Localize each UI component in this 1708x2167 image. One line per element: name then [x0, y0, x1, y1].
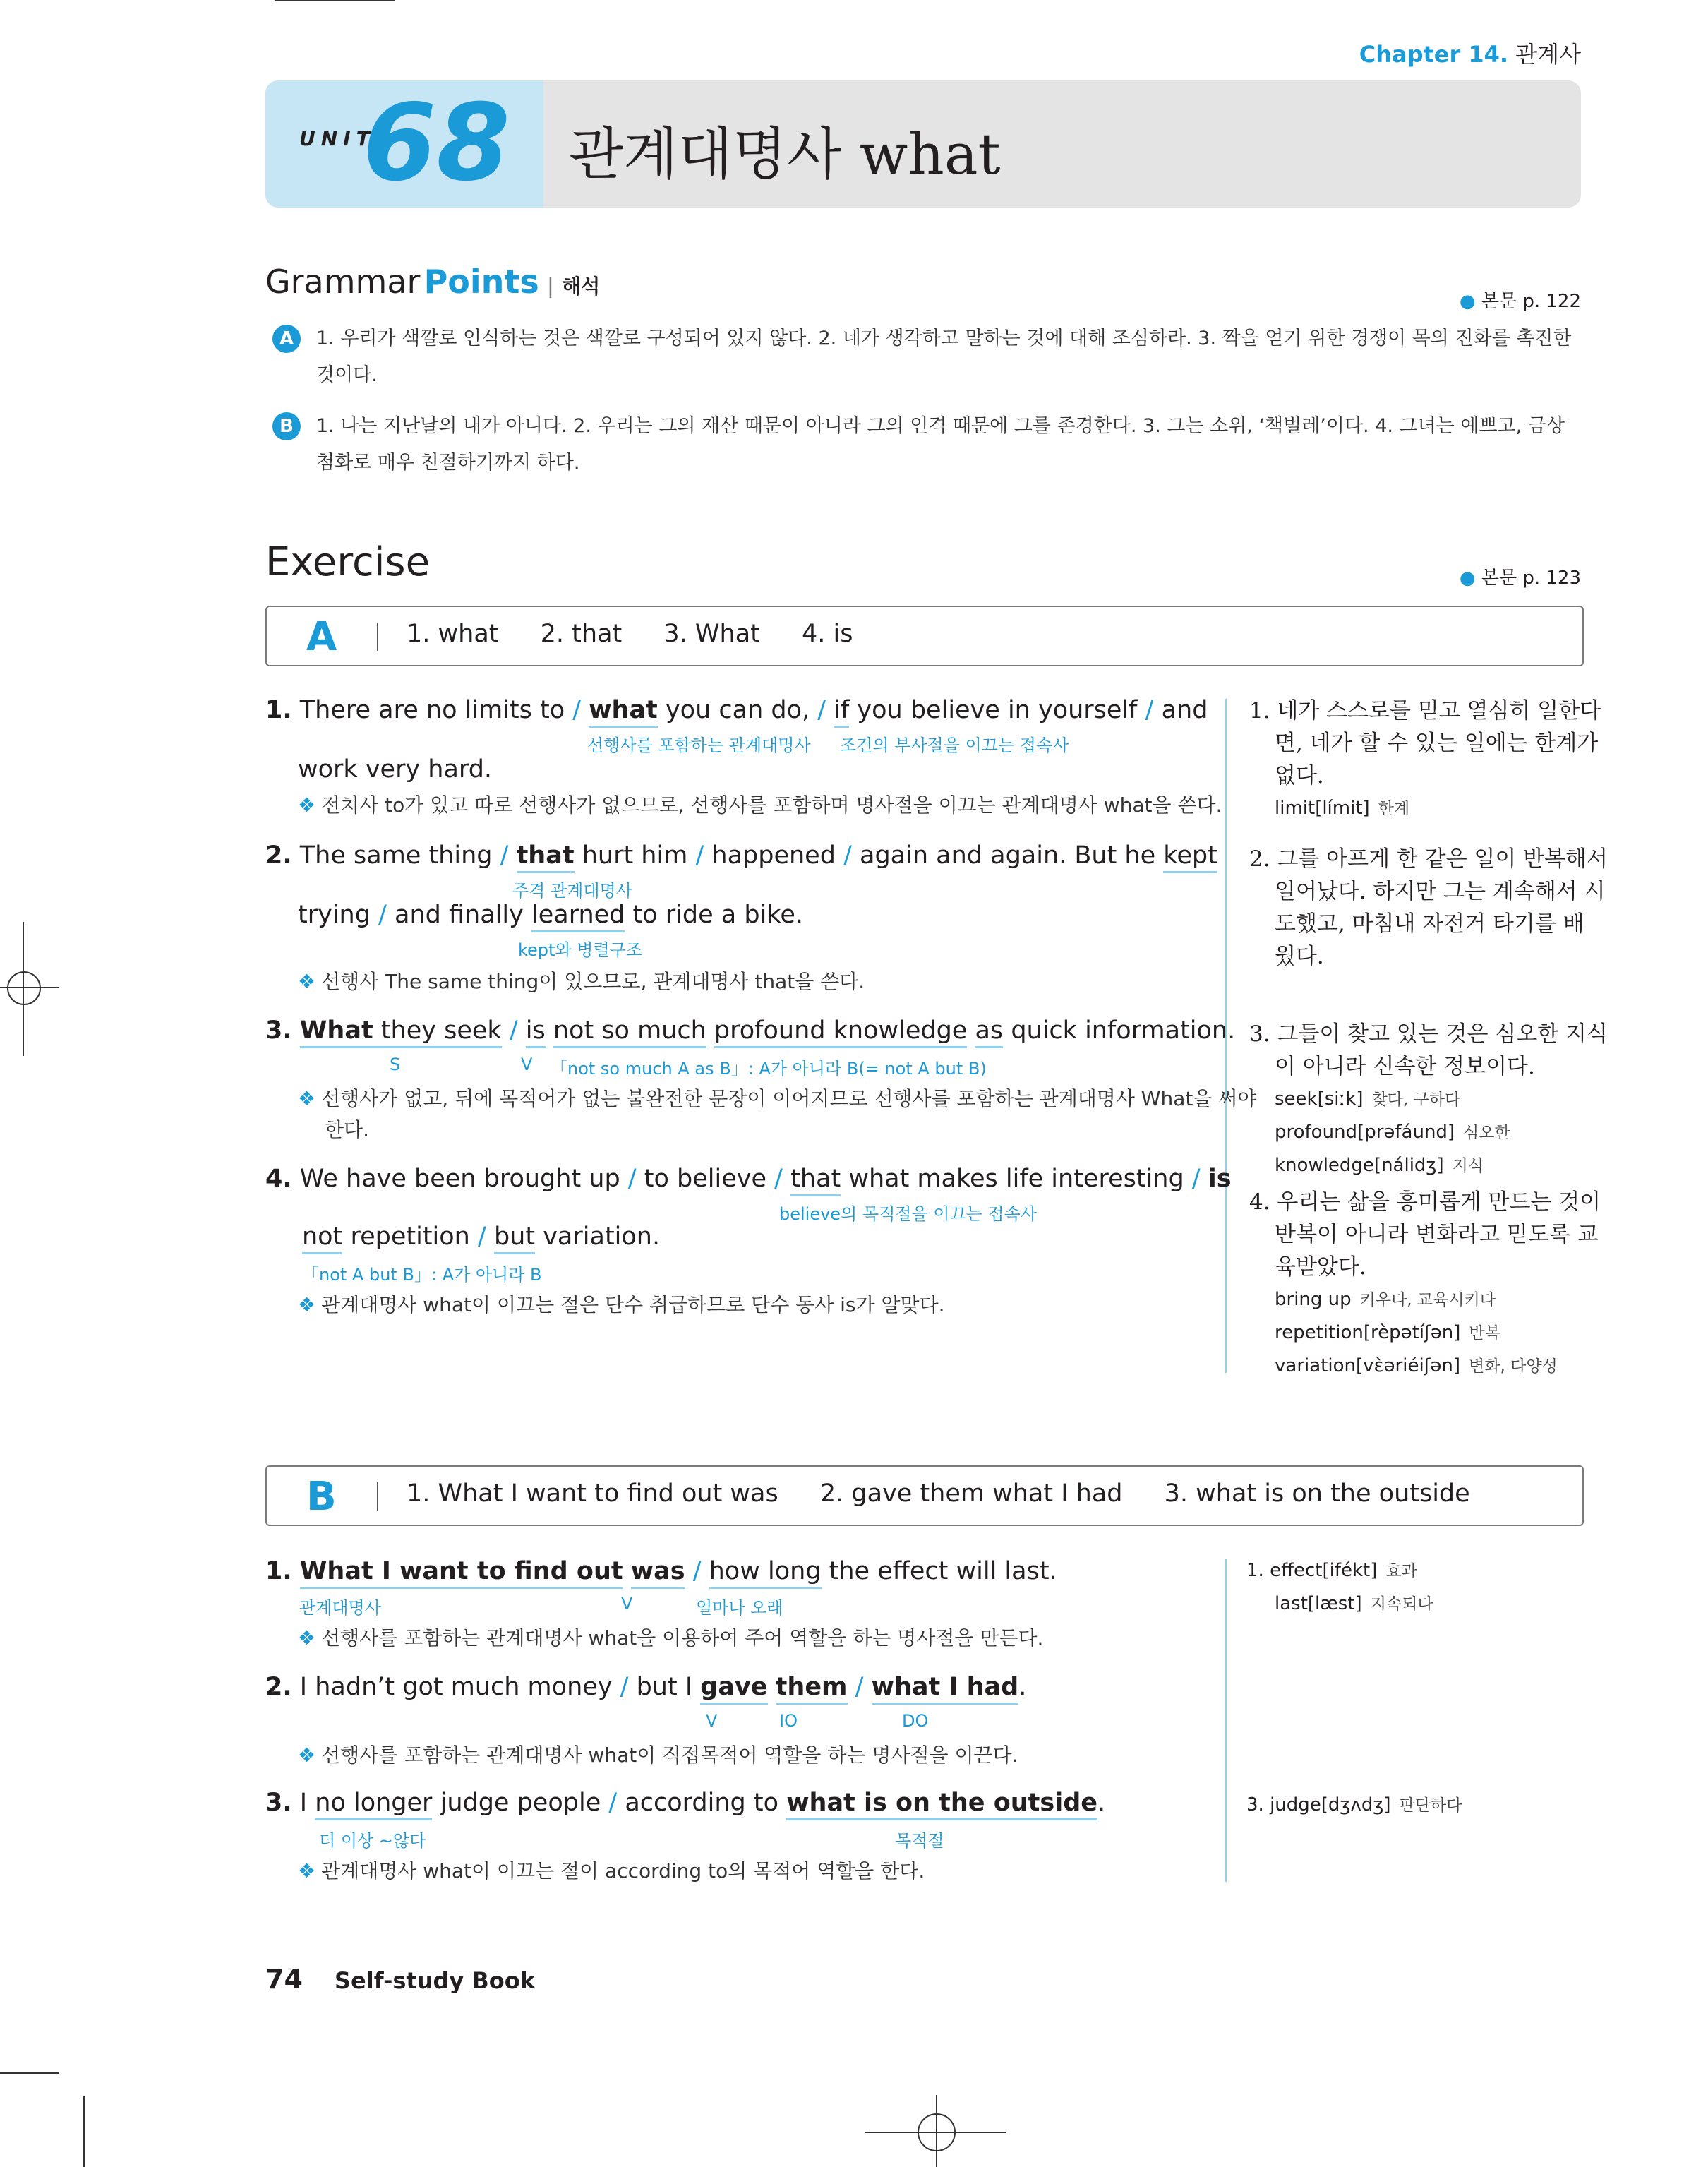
answer-b2: 2. gave them what I had [819, 1479, 1123, 1508]
badge-a: A [272, 325, 301, 353]
grammar-b-line2: 첨화로 매우 친절하기까지 하다. [316, 452, 580, 474]
grammar-a-line2: 것이다. [316, 364, 378, 386]
unit-title: 관계대명사 what [569, 121, 1001, 187]
b-q2-line1: 2. I hadn’t got much money / but I gave them / what I had. [265, 1673, 1026, 1701]
a-q1-ann2: 조건의 부사절을 이끄는 접속사 [840, 736, 1069, 755]
answer-a1: 1. what [407, 620, 499, 648]
side-a-k1: 1. 네가 스스로를 믿고 열심히 일한다 면, 네가 할 수 있는 일에는 한계가 없다. [1249, 698, 1601, 788]
b-q1-explanation: ❖ 선행사를 포함하는 관계대명사 what을 이용하여 주어 역할을 하는 명사절을 만든다. [298, 1626, 1044, 1650]
b-q2-explanation: ❖ 선행사를 포함하는 관계대명사 what이 직접목적어 역할을 하는 명사절을 이끈다. [298, 1743, 1018, 1767]
book-title: Self-study Book [334, 1967, 536, 1994]
side-a-k2: 2. 그를 아프게 한 같은 일이 반복해서 일어났다. 하지만 그는 계속해서 시 도했고, 마침내 자전거 타기를 배 웠다. [1249, 846, 1608, 969]
a-q4-explanation: ❖ 관계대명사 what이 이끄는 절은 단수 취급하므로 단수 동사 is가 알맞다. [298, 1293, 945, 1316]
side-b-v1: 1. effect[ifékt] 효과 last[læst] 지속되다 [1246, 1560, 1433, 1614]
section-a-label: A [306, 614, 337, 660]
unit-number: 68 [363, 82, 510, 205]
a-q3-line1: 3. What they seek / is not so much profound knowledge as quick information. [265, 1016, 1235, 1045]
badge-b: B [272, 412, 301, 440]
unit-banner [265, 80, 1581, 208]
a-q4-ann1: believe의 목적절을 이끄는 접속사 [779, 1204, 1037, 1224]
b-q3-ann2: 목적절 [895, 1831, 944, 1851]
answer-b1: 1. What I want to find out was [407, 1479, 778, 1508]
b-q3-line1: 3. I no longer judge people / according to what is on the outside. [265, 1789, 1105, 1817]
answer-a2: 2. that [540, 620, 623, 648]
side-a-v3: seek[siːk] 찾다, 구하다 profound[prəfáund] 심오한 knowledge[nálidʒ] 지식 [1275, 1088, 1510, 1176]
answer-a3: 3. What [663, 620, 760, 648]
section-b-label: B [306, 1474, 337, 1520]
exercise-ref: ● 본문 p. 123 [1459, 568, 1581, 589]
a-q4-line1: 4. We have been brought up / to believe / that what makes life interesting / is [265, 1165, 1232, 1193]
chapter-header [1359, 37, 1581, 69]
answer-box-a [265, 606, 1584, 666]
page-footer [265, 1964, 535, 1995]
a-q2-explanation: ❖ 선행사 The same thing이 있으므로, 관계대명사 that을 쓴다. [298, 970, 865, 993]
b-q2-ann2: IO [779, 1711, 798, 1731]
a-q1-line2: work very hard. [298, 755, 493, 784]
page-number: 74 [265, 1964, 303, 1995]
grammar-points-heading: Grammar Points | 해석 [265, 263, 601, 301]
bullet-icon: ● [1459, 568, 1476, 589]
b-q1-ann2: V [621, 1594, 633, 1614]
b-q3-ann1: 더 이상 ~않다 [319, 1831, 426, 1851]
b-q1-ann3: 얼마나 오래 [696, 1598, 783, 1618]
grammar-b-line1: 1. 나는 지난날의 내가 아니다. 2. 우리는 그의 재산 때문이 아니라 그의 인격 때문에 그를 존경한다. 3. 그는 소위, ‘책벌레’이다. 4. 그녀는 예쁘고, 금상 [316, 415, 1565, 437]
a-q1-ann1: 선행사를 포함하는 관계대명사 [587, 736, 811, 755]
a-q2-line1: 2. The same thing / that hurt him / happened / again and again. But he kept [265, 841, 1217, 870]
a-q2-ann1: 주격 관계대명사 [512, 881, 632, 901]
side-a-v4: bring up 키우다, 교육시키다 repetition[rèpətíʃən] 반복 variation[vὲəriéiʃən] 변화, 다양성 [1275, 1289, 1558, 1376]
a-q1-explanation: ❖ 전치사 to가 있고 따로 선행사가 없으므로, 선행사를 포함하며 명사절을 이끄는 관계대명사 what을 쓴다. [298, 793, 1222, 817]
exercise-title: Exercise [265, 539, 431, 585]
a-q3-ann-v: V [521, 1055, 533, 1074]
crop-mark [83, 2096, 85, 2167]
side-a-k4: 4. 우리는 삶을 흥미롭게 만드는 것이 반복이 아니라 변화라고 믿도록 교 육받았다. [1249, 1189, 1601, 1280]
a-q2-line2: trying / and finally learned to ride a bike. [298, 901, 803, 929]
answer-box-b [265, 1465, 1584, 1526]
a-q4-ann2: 「not A but B」: A가 아니라 B [302, 1265, 542, 1285]
answer-a4: 4. is [802, 620, 853, 648]
b-q3-explanation: ❖ 관계대명사 what이 이끄는 절이 according to의 목적어 역할을 한다. [298, 1859, 925, 1883]
column-divider [1225, 1559, 1227, 1882]
points-title: Points [423, 263, 539, 301]
a-q3-explanation-2: 한다. [325, 1118, 369, 1141]
registration-circle [7, 971, 41, 1005]
b-q1-ann1: 관계대명사 [299, 1598, 381, 1618]
registration-circle [918, 2113, 956, 2151]
crop-mark [0, 2072, 59, 2074]
chapter-title: 관계사 [1515, 41, 1581, 68]
a-q2-ann2: kept와 병렬구조 [518, 940, 643, 960]
a-q4-line2: not repetition / but variation. [302, 1223, 660, 1251]
b-q2-ann1: V [706, 1711, 718, 1731]
unit-label: UNIT [299, 127, 375, 150]
chapter-label: Chapter 14. [1359, 41, 1509, 68]
b-q1-line1: 1. What I want to find out was / how long the effect will last. [265, 1557, 1057, 1585]
a-q3-ann-pattern: 「not so much A as B」: A가 아니라 B(= not A but B) [551, 1059, 987, 1079]
side-a-v1: limit[límit] 한계 [1275, 798, 1410, 819]
a-q3-explanation: ❖ 선행사가 없고, 뒤에 목적어가 없는 불완전한 문장이 이어지므로 선행사를 포함하는 관계대명사 What을 써야 [298, 1087, 1257, 1110]
grammar-ref: ● 본문 p. 122 [1459, 291, 1581, 312]
side-a-k3: 3. 그들이 찾고 있는 것은 심오한 지식 이 아니라 신속한 정보이다. [1249, 1021, 1608, 1079]
answer-b3: 3. what is on the outside [1164, 1479, 1470, 1508]
b-q2-ann3: DO [902, 1711, 929, 1731]
side-b-v3: 3. judge[dʒʌdʒ] 판단하다 [1246, 1794, 1462, 1815]
crop-mark [275, 0, 395, 1]
bullet-icon: ● [1459, 291, 1476, 312]
grammar-a-line1: 1. 우리가 색깔로 인식하는 것은 색깔로 구성되어 있지 않다. 2. 네가 생각하고 말하는 것에 대해 조심하라. 3. 짝을 얻기 위한 경쟁이 목의 진화를 촉진한 [316, 328, 1572, 349]
a-q3-ann-s: S [390, 1055, 401, 1074]
grammar-title: Grammar [265, 263, 421, 301]
a-q1-line1: 1. There are no limits to / what you can do, / if you believe in yourself / and [265, 696, 1208, 724]
grammar-subtitle: 해석 [562, 275, 601, 298]
